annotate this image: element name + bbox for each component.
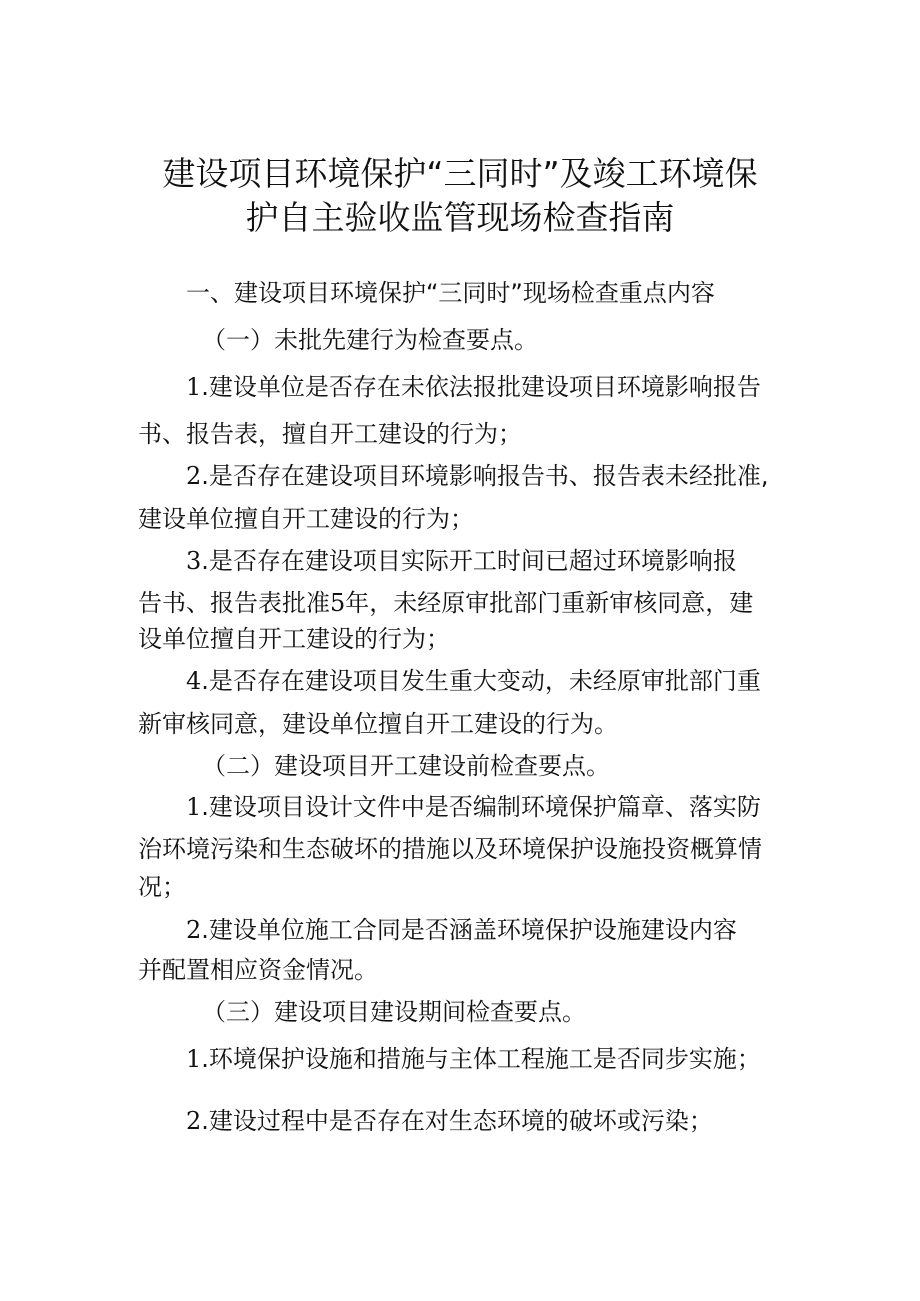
subsection-heading-1: （一）未批先建行为检查要点。 [202,326,538,354]
item-text: .建设单位是否存在未依法报批建设项目环境影响报告 [201,373,761,401]
item-number: 1 [186,1045,202,1073]
subsection-heading-3: （三）建设项目建设期间检查要点。 [202,998,586,1026]
item-text: .环境保护设施和措施与主体工程施工是否同步实施； [201,1045,761,1073]
item-number: 1 [186,793,202,821]
item-number: 2 [186,1107,202,1135]
list-item-1-1-line1 [186,371,761,403]
list-item-2-1-line2: 治环境污染和生态破坏的措施以及环境保护设施投资概算情 [138,835,762,863]
item-text: 年，未经原审批部门重新审核同意，建 [345,589,754,617]
item-text: .建设单位施工合同是否涵盖环境保护设施建设内容 [201,916,737,944]
item-text: .是否存在建设项目环境影响报告书、报告表未经批准, [201,462,769,490]
subsection-heading-2: （二）建设项目开工建设前检查要点。 [202,752,610,780]
list-item-2-1-line1 [186,791,761,823]
item-number: 2 [186,462,202,490]
list-item-2-2-line1 [186,914,737,946]
list-item-1-2-line1 [186,460,769,492]
item-number: 1 [186,373,202,401]
list-item-1-1-line2: 书、报告表，擅自开工建设的行为； [138,420,522,448]
item-number: 3 [186,547,202,575]
list-item-3-1-line1 [186,1043,761,1075]
list-item-3-2-line1 [186,1105,713,1137]
document-title-line1: 建设项目环境保护“三同时”及竣工环境保 [162,154,758,193]
list-item-1-3-line2 [138,587,753,619]
list-item-1-4-line1 [186,665,761,697]
document-title-line2: 护自主验收监管现场检查指南 [245,198,675,237]
list-item-2-2-line2: 并配置相应资金情况。 [138,956,378,984]
item-text: 告书、报告表批准 [138,589,330,617]
item-text: .是否存在建设项目实际开工时间已超过环境影响报 [201,547,737,575]
list-item-1-3-line3: 设单位擅自开工建设的行为； [138,625,450,653]
item-number: 2 [186,916,202,944]
list-item-2-1-line3: 况； [138,873,186,901]
item-text: .是否存在建设项目发生重大变动，未经原审批部门重 [201,667,761,695]
item-text: .建设项目设计文件中是否编制环境保护篇章、落实防 [201,793,761,821]
list-item-1-2-line2: 建设单位擅自开工建设的行为； [138,505,474,533]
item-text: .建设过程中是否存在对生态环境的破坏或污染； [201,1107,713,1135]
item-inline-number: 5 [330,589,346,617]
section-heading: 一、建设项目环境保护“三同时”现场检查重点内容 [186,279,715,307]
list-item-1-3-line1 [186,545,737,577]
item-number: 4 [186,667,202,695]
list-item-1-4-line2: 新审核同意，建设单位擅自开工建设的行为。 [138,710,618,738]
